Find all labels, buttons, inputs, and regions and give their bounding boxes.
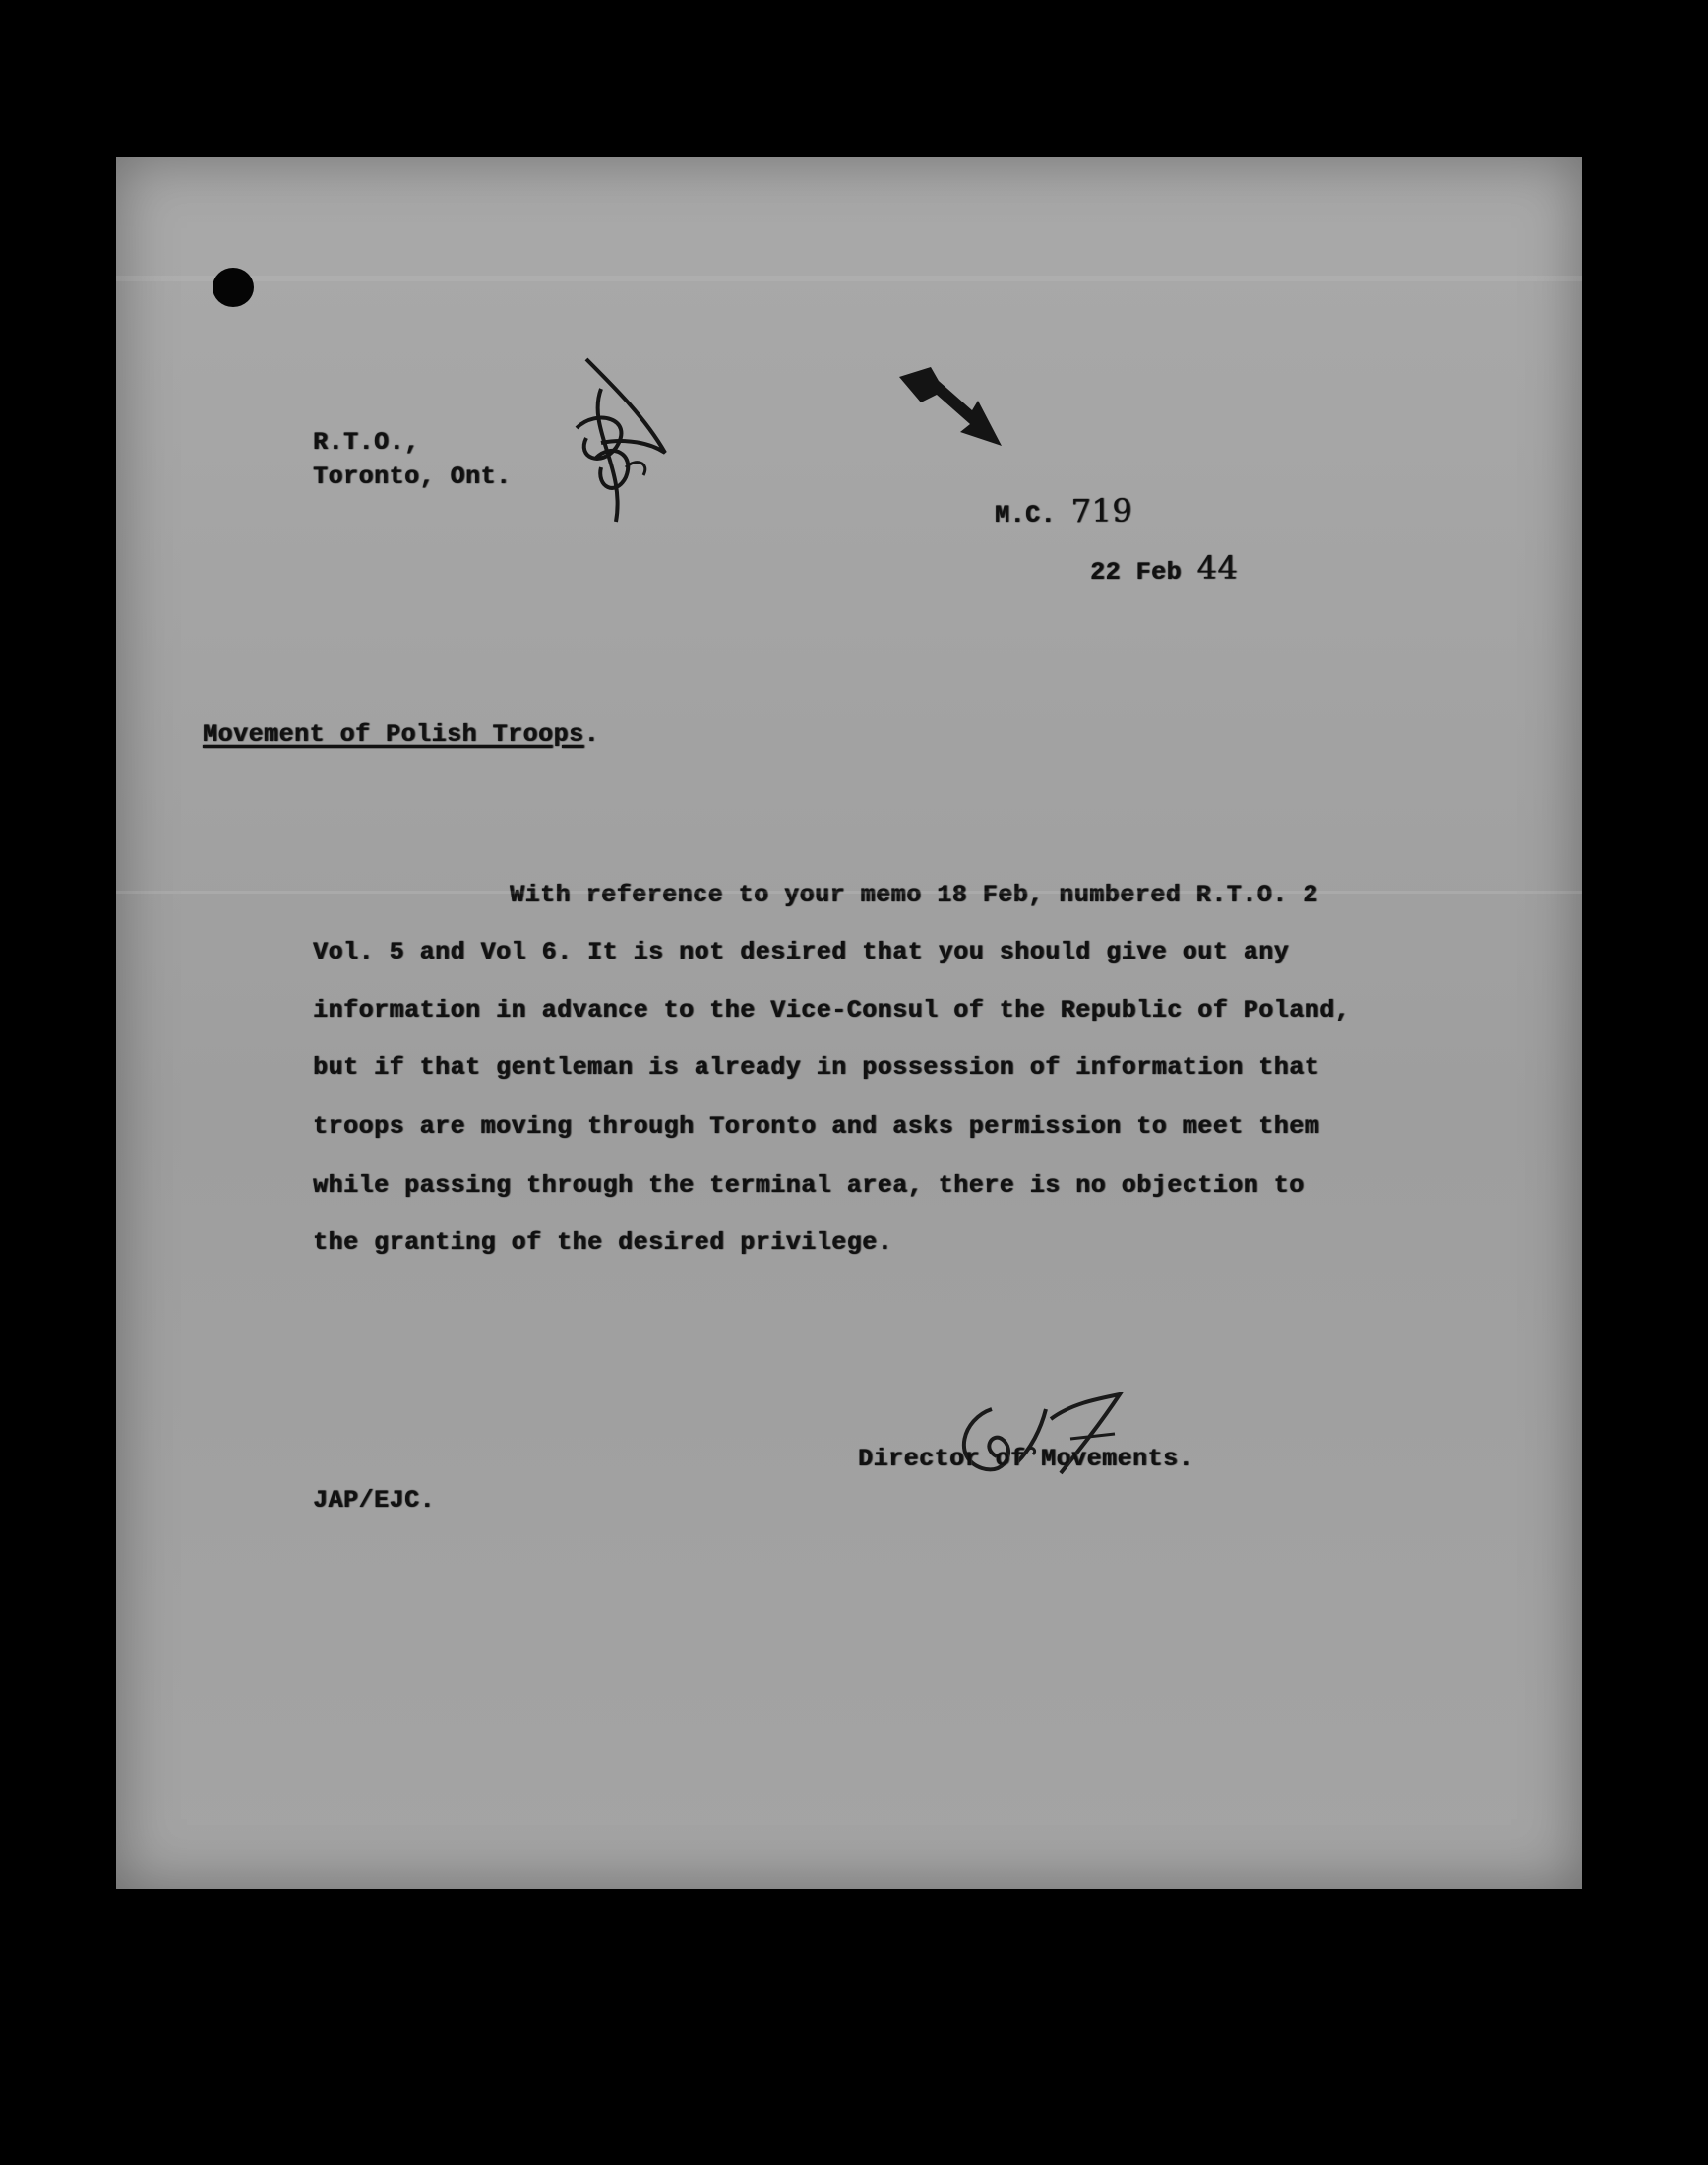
arrow-stamp-icon [891,359,1009,458]
body-line-5: troops are moving through Toronto and asks permission to meet them [313,1112,1320,1141]
addressee-line-2: Toronto, Ont. [313,463,512,491]
letter-date [1090,549,1238,587]
body-line-6: while passing through the terminal area, there is no objection to [313,1171,1305,1200]
body-line-1: With reference to your memo 18 Feb, numbered R.T.O. 2 [510,881,1318,909]
signature-title: Director of Movements. [858,1445,1194,1473]
reference-initials: JAP/EJC. [313,1486,436,1515]
file-number: 719 [1070,492,1133,529]
body-line-7: the granting of the desired privilege. [313,1228,893,1257]
punch-hole [213,268,254,307]
body-line-3: information in advance to the Vice-Consul of the Republic of Poland, [313,996,1351,1024]
body-line-2: Vol. 5 and Vol 6. It is not desired that you should give out any [313,938,1290,966]
subject-text: Movement of Polish Troops [203,720,584,749]
date-typed: 22 Feb [1090,558,1183,587]
addressee-line-1: R.T.O., [313,428,420,457]
handwritten-initials-mark [557,349,685,526]
body-line-4: but if that gentleman is already in possession of information that [313,1053,1320,1082]
date-year: 44 [1196,549,1239,587]
document-page [116,157,1582,1889]
file-reference [995,492,1132,529]
subject-period: . [583,720,600,749]
subject-line [203,720,599,749]
file-prefix: M.C. [995,501,1057,529]
